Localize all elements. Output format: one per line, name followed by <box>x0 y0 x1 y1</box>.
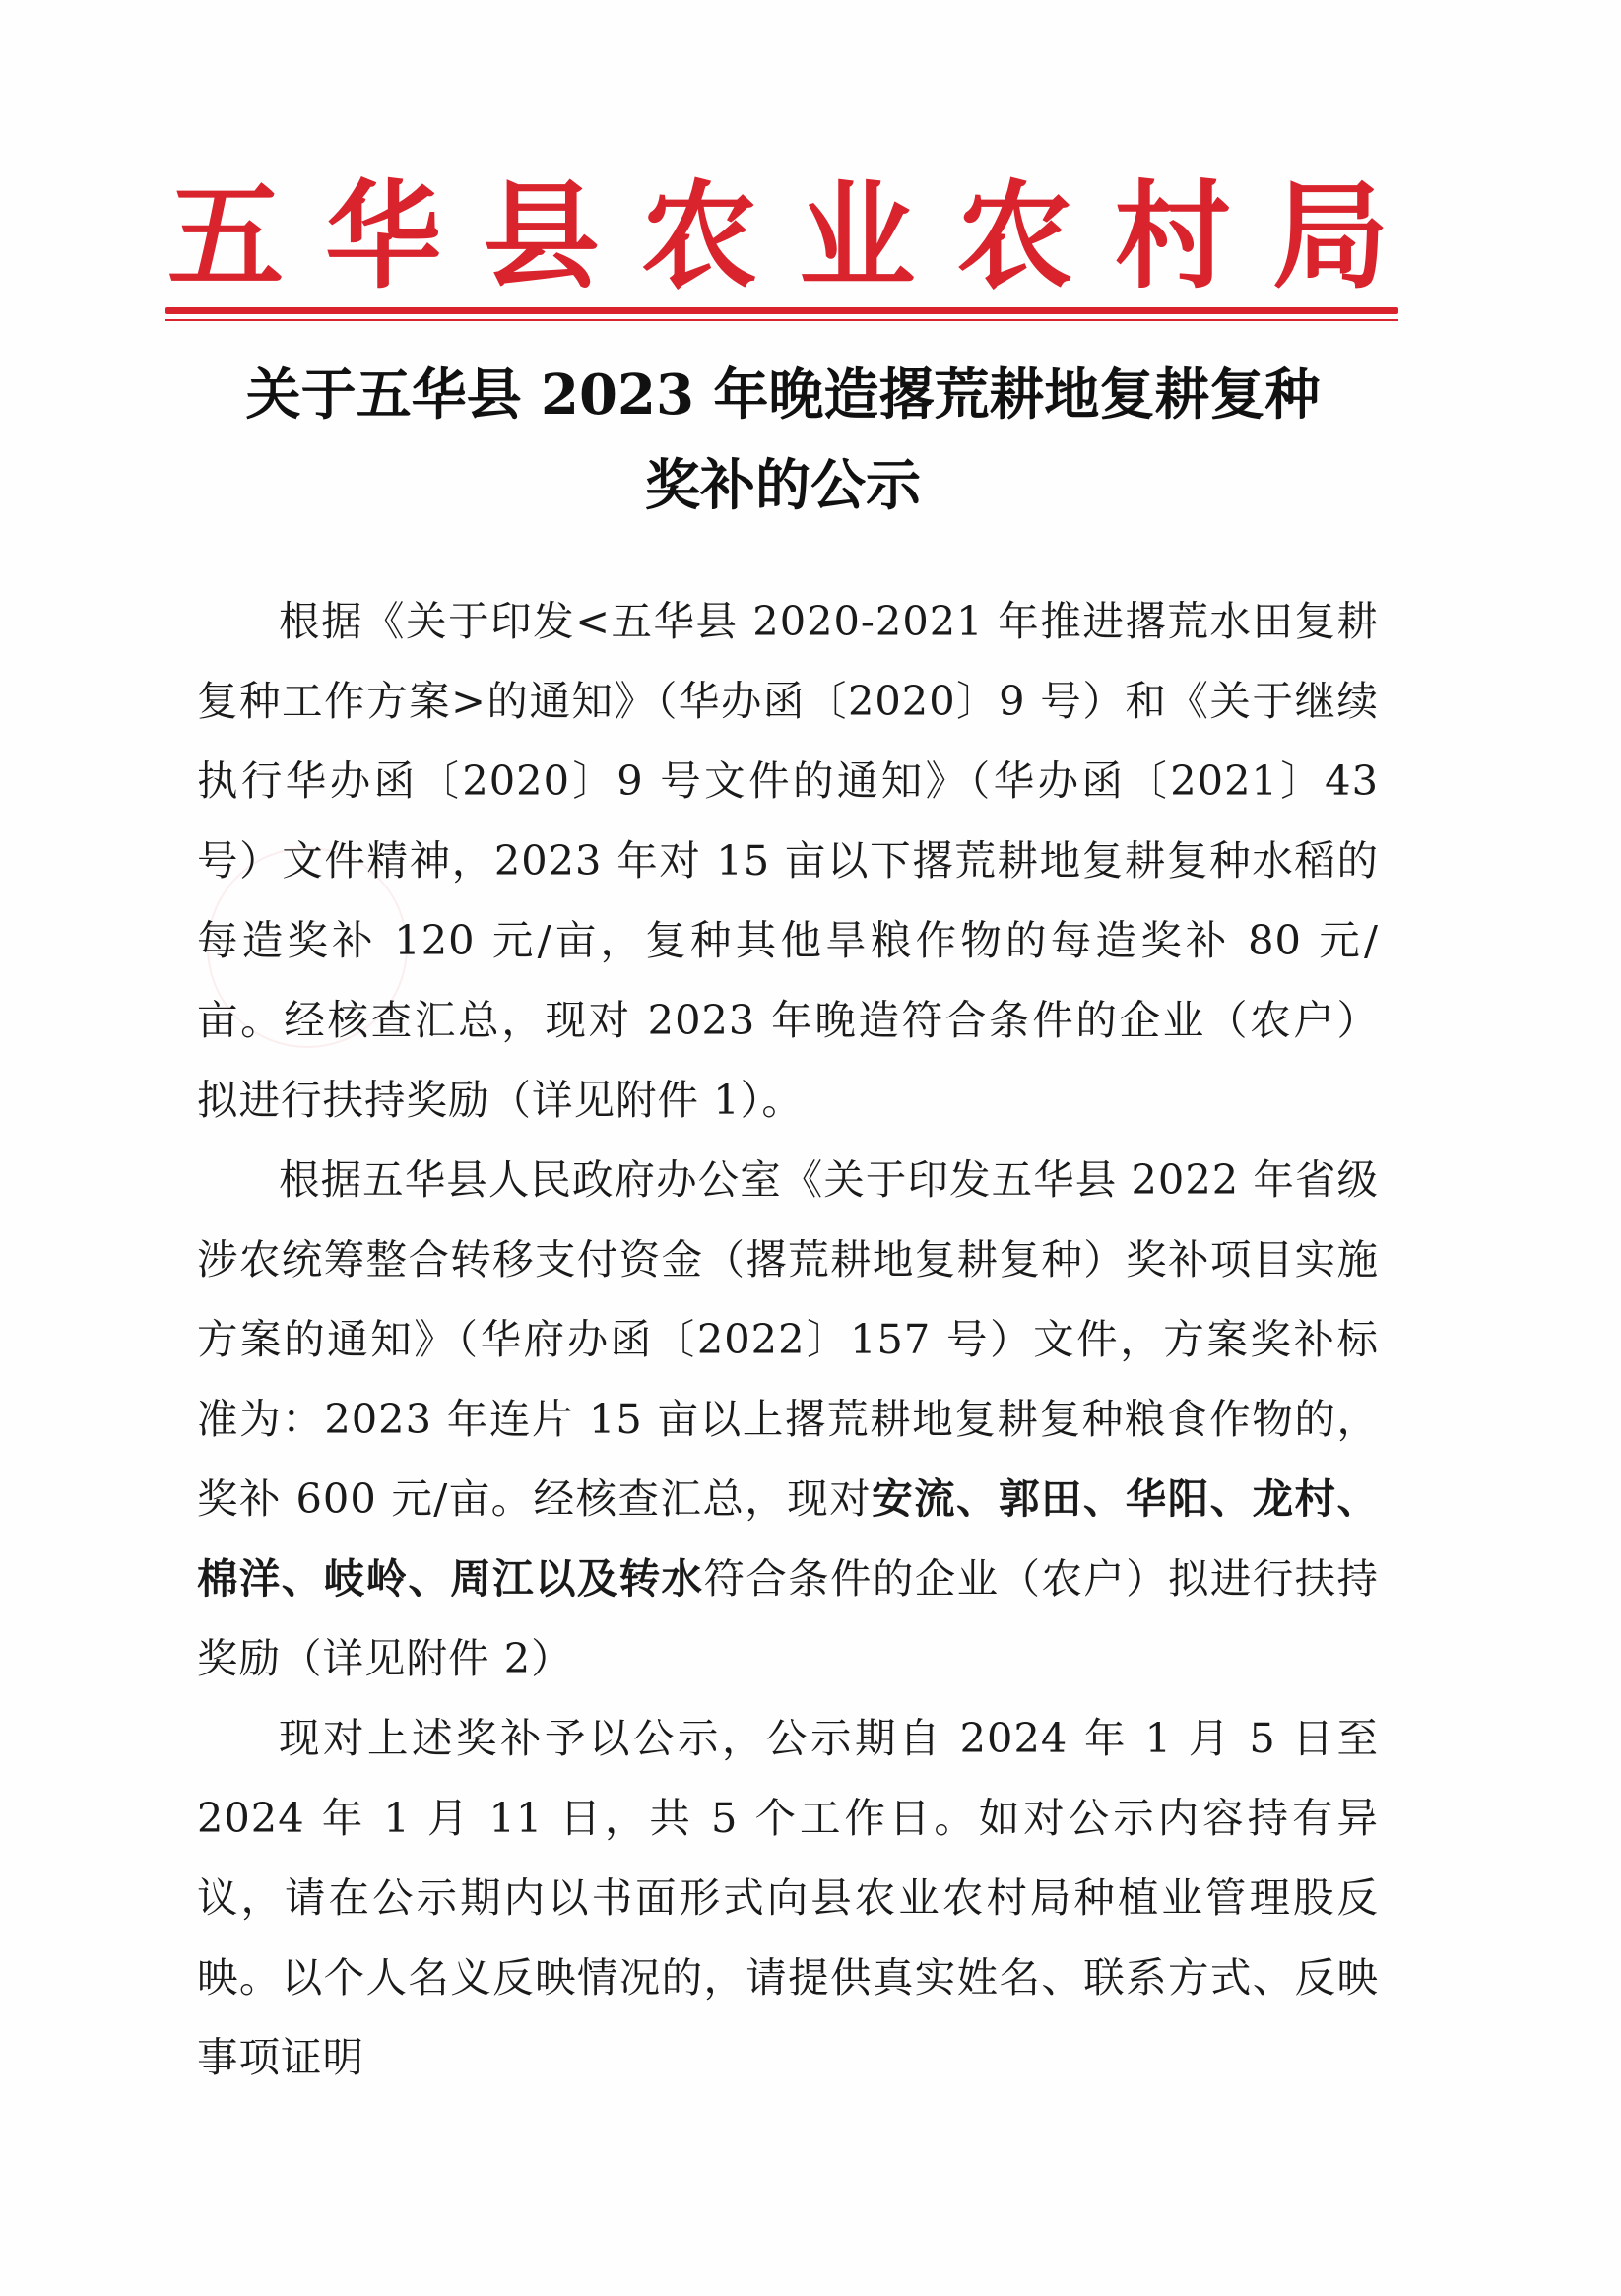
letterhead-char: 村 <box>1114 168 1231 304</box>
document-title <box>148 350 1418 531</box>
letterhead-char: 县 <box>483 168 600 304</box>
letterhead-char: 华 <box>325 168 442 304</box>
paragraph-2 <box>197 1140 1379 1698</box>
paragraph-2-towns: 安流、郭田、华阳、龙村、棉洋、岐岭、周江以及转水 <box>197 1475 1379 1603</box>
title-line-2: 奖补的公示 <box>645 453 921 518</box>
paragraph-2-part-2: 符合条件的企业（农户）拟进行扶持奖励（详见附件 2） <box>197 1554 1379 1682</box>
letterhead-rule-thin <box>165 319 1398 321</box>
letterhead-char: 局 <box>1271 168 1389 304</box>
letterhead-char: 业 <box>799 168 916 304</box>
paragraph-2-part-1: 根据五华县人民政府办公室《关于印发五华县 2022 年省级涉农统筹整合转移支付资金（撂荒耕地复耕复种）奖补项目实施方案的通知》（华府办函〔2022〕157 号）文件，方案奖补标准为：2023 年连片 15 亩以上撂荒耕地复耕复种粮食作物的，奖补 600 元/亩。经核查汇总，现对 <box>197 1155 1379 1523</box>
letterhead-rule-thick <box>165 307 1398 314</box>
title-line-1: 关于五华县 2023 年晚造撂荒耕地复耕复种 <box>245 362 1321 427</box>
letterhead-char: 农 <box>956 168 1073 304</box>
letterhead-char: 农 <box>640 168 757 304</box>
paragraph-1: 根据《关于印发<五华县 2020-2021 年推进撂荒水田复耕复种工作方案>的通知》（华办函〔2020〕9 号）和《关于继续执行华办函〔2020〕9 号文件的通知》（华办函〔2021〕43 号）文件精神，2023 年对 15 亩以下撂荒耕地复耕复种水稻的每造奖补 120 元/亩，复种其他旱粮作物的每造奖补 80 元/亩。经核查汇总，现对 2023 年晚造符合条件的企业（农户）拟进行扶持奖励（详见附件 1）。 <box>197 597 1379 1124</box>
paragraph-3: 现对上述奖补予以公示，公示期自 2024 年 1 月 5 日至 2024 年 1 月 11 日，共 5 个工作日。如对公示内容持有异议，请在公示期内以书面形式向县农业农村局种植业管理股反映。以个人名义反映情况的，请提供真实姓名、联系方式、反映事项证明 <box>197 1714 1379 2081</box>
letterhead-char: 五 <box>167 168 285 304</box>
letterhead-org-name <box>167 167 1389 305</box>
document-body <box>197 581 1379 2097</box>
